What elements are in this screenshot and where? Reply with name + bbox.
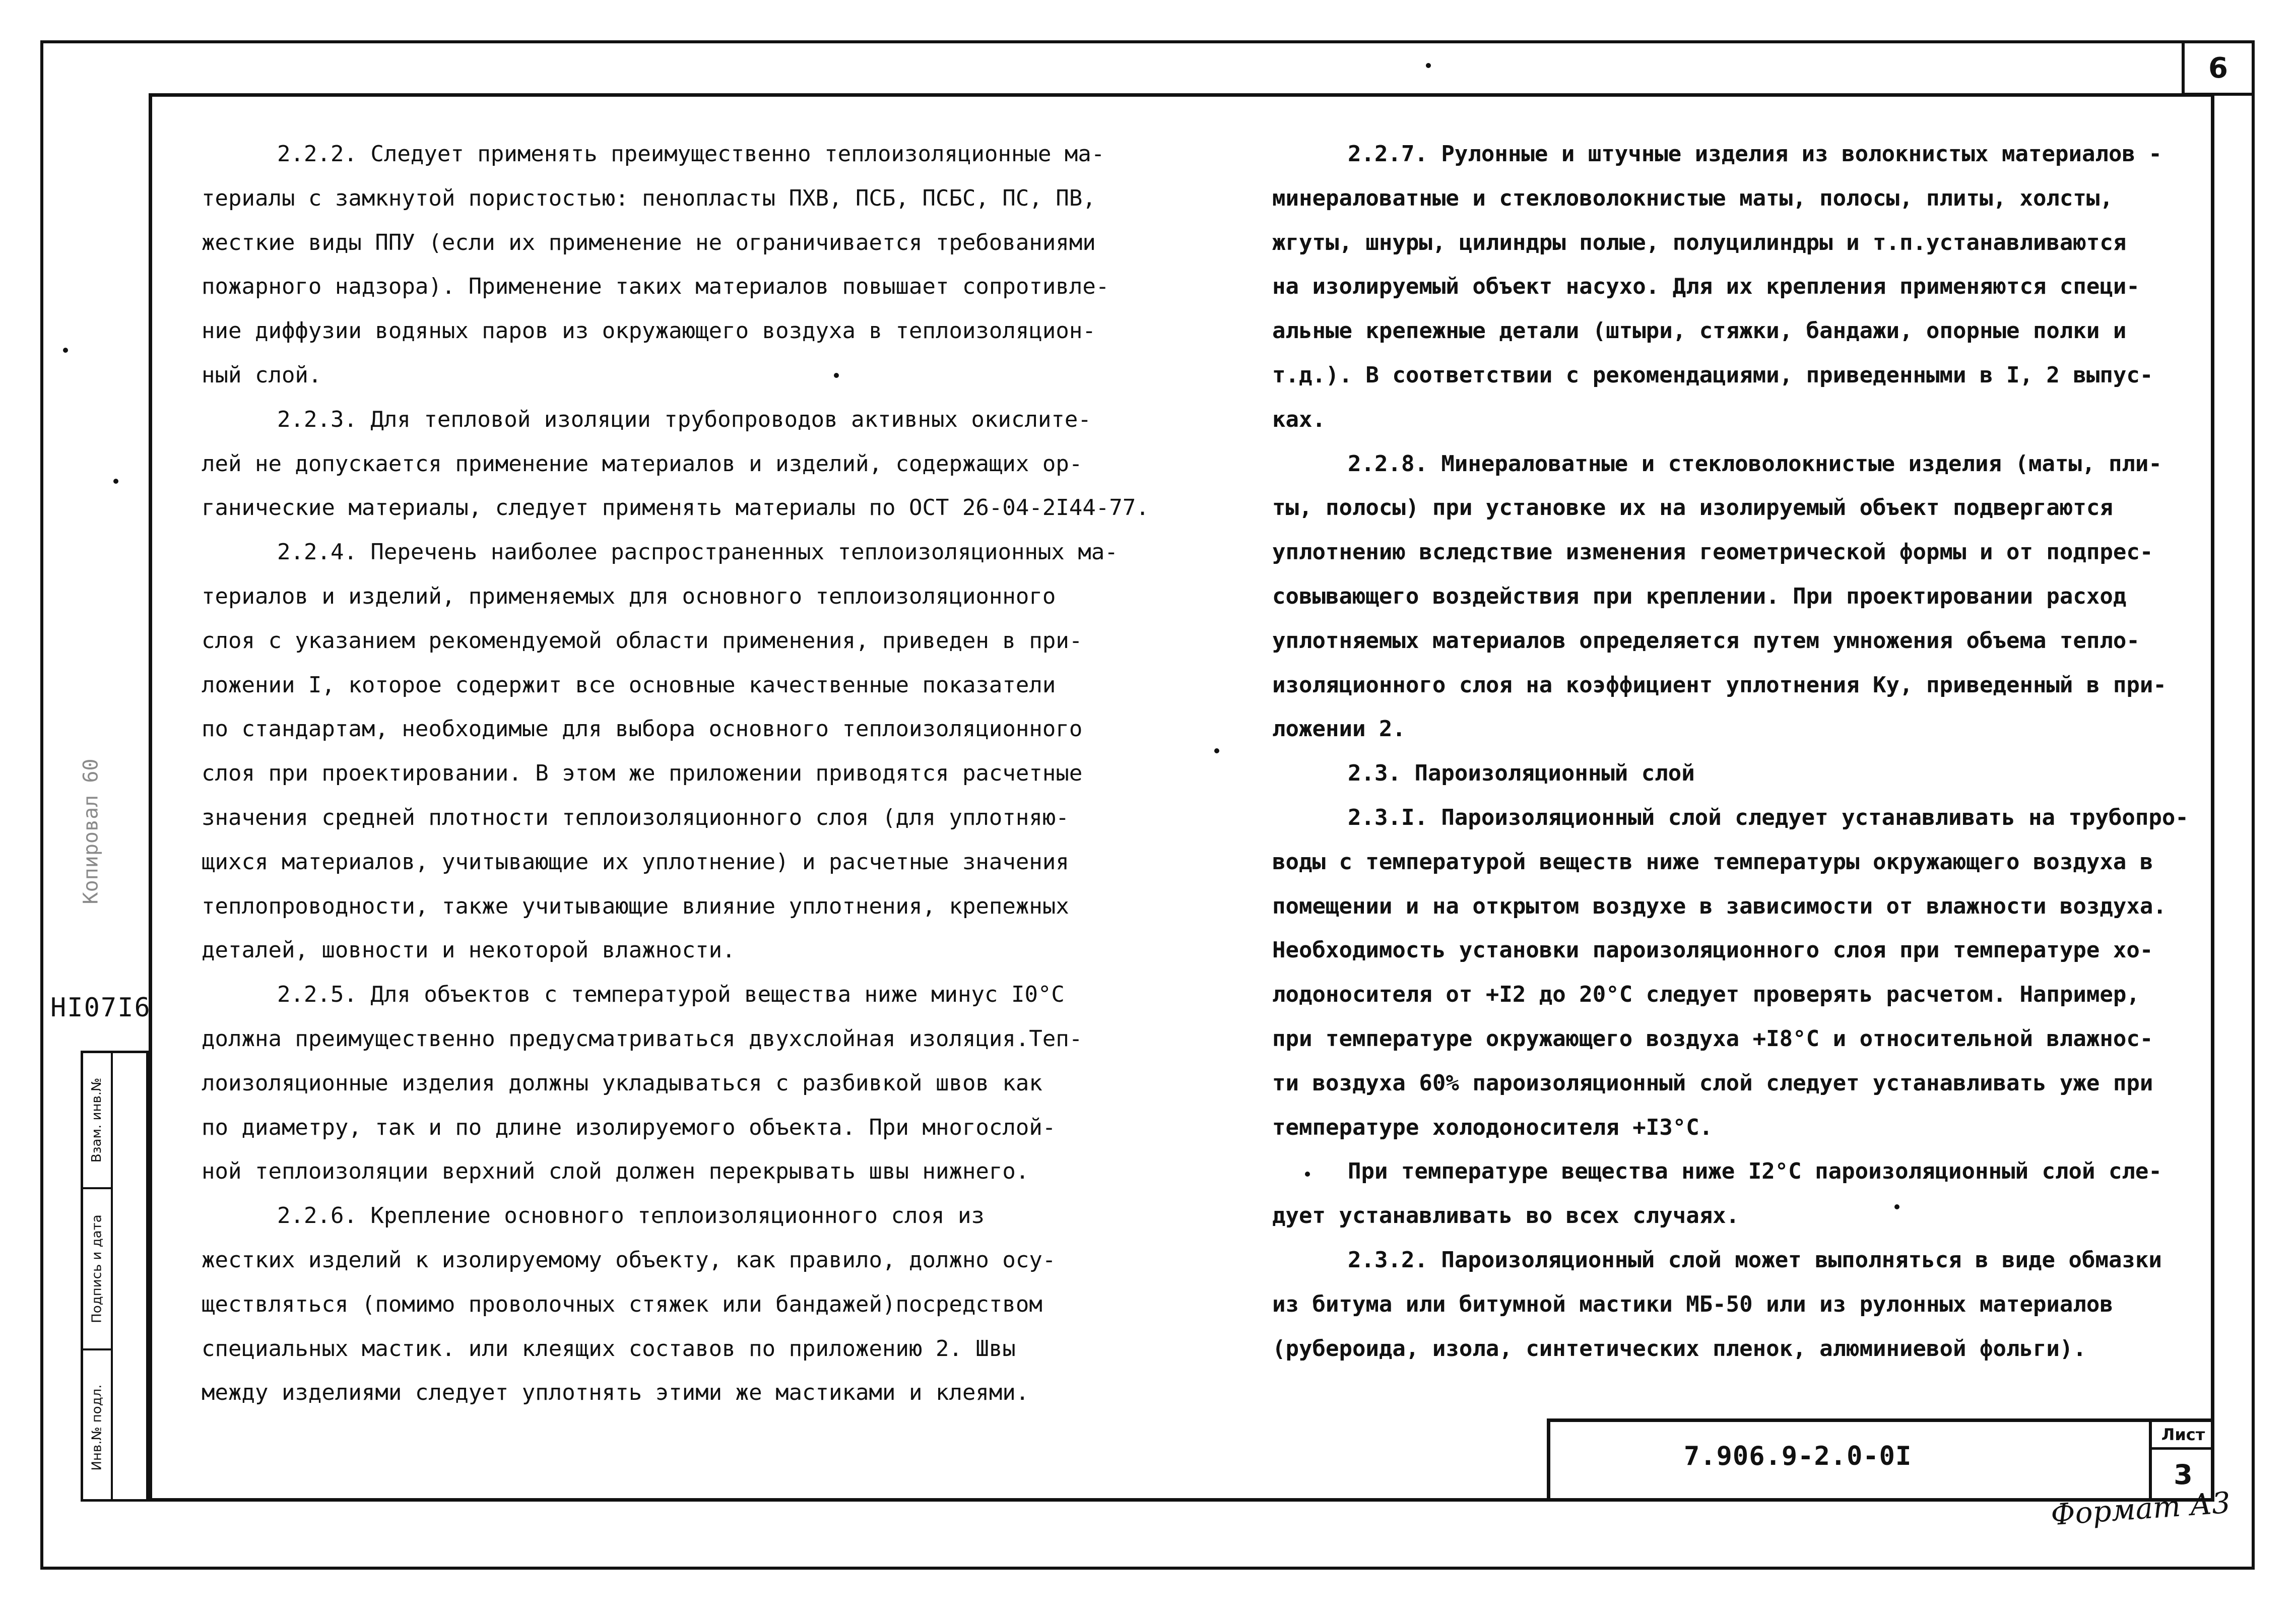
inventory-code: HI07I6 (50, 993, 151, 1023)
right-column-line: альные крепежные детали (штыри, стяжки, бандажи, опорные полки и (1272, 318, 2127, 344)
left-column-line: ние диффузии водяных паров из окружающего воздуха в теплоизоляцион- (202, 318, 1096, 344)
title-block (1547, 1418, 2214, 1502)
document-code: 7.906.9-2.0-0I (1684, 1441, 1912, 1471)
stamp-cell-signature: Подпись и дата (83, 1189, 111, 1350)
right-column-line: на изолируемый объект насухо. Для их крепления применяются специ- (1272, 274, 2140, 300)
scan-speck (63, 348, 68, 353)
left-column-line: 2.2.6. Крепление основного теплоизоляционного слоя из (277, 1203, 985, 1229)
left-column-line: деталей, шовности и некоторой влажности. (202, 937, 736, 963)
right-column-line: уплотнению вследствие изменения геометрической формы и от подпрес- (1272, 539, 2153, 565)
right-column-line: жгуты, шнуры, цилиндры полые, полуцилиндры и т.п.устанавливаются (1272, 229, 2127, 255)
left-column-line: ганические материалы, следует применять материалы по ОСТ 26-04-2I44-77. (202, 495, 1149, 521)
left-column-line: слоя с указанием рекомендуемой области применения, приведен в при- (202, 627, 1083, 654)
right-column-line: т.д.). В соответствии с рекомендациями, приведенными в I, 2 выпус- (1272, 362, 2153, 388)
left-column-line: жестких изделий к изолируемому объекту, как правило, должно осу- (202, 1247, 1056, 1273)
left-column-line: ществляться (помимо проволочных стяжек или бандажей)посредством (202, 1291, 1042, 1317)
left-column-line: териалы с замкнутой пористостью: пенопласты ПХВ, ПСБ, ПСБС, ПС, ПВ, (202, 185, 1096, 211)
left-column-line: 2.2.4. Перечень наиболее распространенных теплоизоляционных ма- (277, 539, 1118, 565)
left-column-line: жесткие виды ППУ (если их применение не ограничивается требованиями (202, 229, 1096, 255)
right-column-line: Необходимость установки пароизоляционного слоя при температуре хо- (1272, 937, 2153, 963)
right-column-line: помещении и на открытом воздухе в зависимости от влажности воздуха. (1272, 893, 2167, 919)
left-column-line: лоизоляционные изделия должны укладываться с разбивкой швов как (202, 1070, 1042, 1096)
left-column-line: между изделиями следует уплотнять этими же мастиками и клеями. (202, 1380, 1029, 1406)
scan-speck (113, 479, 118, 484)
faded-margin-note: Копировал 60 (79, 758, 103, 905)
right-column-line: воды с температурой веществ ниже температуры окружающего воздуха в (1272, 849, 2153, 875)
left-text-column (202, 132, 1189, 1415)
right-column-line: дует устанавливать во всех случаях. (1272, 1203, 1740, 1229)
left-column-line: слоя при проектировании. В этом же приложении приводятся расчетные (202, 760, 1083, 787)
right-column-line: (рубероида, изола, синтетических пленок, алюминиевой фольги). (1272, 1335, 2086, 1362)
right-column-line: ти воздуха 60% пароизоляционный слой следует устанавливать уже при (1272, 1070, 2153, 1096)
right-column-line: изоляционного слоя на коэффициент уплотнения Ку, приведенный в при- (1272, 672, 2167, 698)
left-column-line: специальных мастик. или клеящих составов по приложению 2. Швы (202, 1335, 1016, 1362)
right-column-line: 2.3.I. Пароизоляционный слой следует устанавливать на трубопро- (1348, 804, 2189, 830)
left-column-line: лей не допускается применение материалов и изделий, содержащих ор- (202, 450, 1083, 477)
scan-speck (1305, 1172, 1310, 1177)
left-column-line: теплопроводности, также учитывающие влияние уплотнения, крепежных (202, 893, 1069, 919)
scan-speck (1214, 748, 1219, 753)
left-column-line: значения средней плотности теплоизоляционного слоя (для уплотняю- (202, 804, 1069, 830)
side-stamp (81, 1051, 149, 1502)
left-column-line: ный слой. (202, 362, 322, 388)
right-column-line: ложении 2. (1272, 716, 1406, 742)
left-column-line: должна преимущественно предусматриваться двухслойная изоляция.Теп- (202, 1025, 1083, 1052)
left-column-line: по стандартам, необходимые для выбора основного теплоизоляционного (202, 716, 1083, 742)
format-signature: Формат А3 (2050, 1485, 2232, 1532)
left-column-line: пожарного надзора). Применение таких материалов повышает сопротивле- (202, 274, 1109, 300)
left-column-line: щихся материалов, учитывающие их уплотнение) и расчетные значения (202, 849, 1069, 875)
right-column-line: минераловатные и стекловолокнистые маты, полосы, плиты, холсты, (1272, 185, 2113, 211)
left-column-line: 2.2.3. Для тепловой изоляции трубопроводов активных окислите- (277, 406, 1091, 432)
right-column-line: из битума или битумной мастики МБ-50 или из рулонных материалов (1272, 1291, 2113, 1317)
left-column-line: 2.2.5. Для объектов с температурой вещества ниже минус I0°С (277, 982, 1065, 1008)
scan-speck (834, 373, 839, 378)
sheet-label: Лист (2152, 1422, 2214, 1450)
left-column-line: ной теплоизоляции верхний слой должен перекрывать швы нижнего. (202, 1158, 1029, 1185)
right-text-column (1272, 132, 2260, 1371)
right-column-line: температуре холодоносителя +I3°С. (1272, 1114, 1713, 1140)
scan-speck (1426, 63, 1431, 68)
left-column-line: териалов и изделий, применяемых для основного теплоизоляционного (202, 583, 1056, 609)
corner-page-number (2182, 40, 2255, 96)
stamp-cell-inventory: Инв.№ подл. (89, 1384, 105, 1471)
right-column-line: 2.2.8. Минераловатные и стекловолокнистые изделия (маты, пли- (1348, 450, 2162, 477)
right-column-line: совывающего воздействия при креплении. При проектировании расход (1272, 583, 2127, 609)
right-column-line: лодоносителя от +I2 до 20°С следует проверять расчетом. Например, (1272, 982, 2140, 1008)
right-column-line: При температуре вещества ниже I2°С пароизоляционный слой сле- (1348, 1158, 2162, 1185)
right-column-line: 2.3. Пароизоляционный слой (1348, 760, 1695, 787)
sheet-number: 3 (2174, 1458, 2193, 1491)
right-column-line: 2.2.7. Рулонные и штучные изделия из волокнистых материалов - (1348, 141, 2162, 167)
right-column-line: при температуре окружающего воздуха +I8°С и относительной влажнос- (1272, 1025, 2153, 1052)
right-column-line: уплотняемых материалов определяется путем умножения объема тепло- (1272, 627, 2140, 654)
right-column-line: ты, полосы) при установке их на изолируемый объект подвергаются (1272, 495, 2113, 521)
right-column-line: 2.3.2. Пароизоляционный слой может выполняться в виде обмазки (1348, 1247, 2162, 1273)
right-column-line: ках. (1272, 406, 1326, 432)
corner-number-text: 6 (2208, 51, 2228, 85)
stamp-cell-replacement: Взам. инв.№ (83, 1053, 111, 1189)
left-column-line: 2.2.2. Следует применять преимущественно теплоизоляционные ма- (277, 141, 1105, 167)
left-column-line: ложении I, которое содержит все основные качественные показатели (202, 672, 1056, 698)
left-column-line: по диаметру, так и по длине изолируемого объекта. При многослой- (202, 1114, 1056, 1140)
scan-speck (1894, 1204, 1899, 1209)
